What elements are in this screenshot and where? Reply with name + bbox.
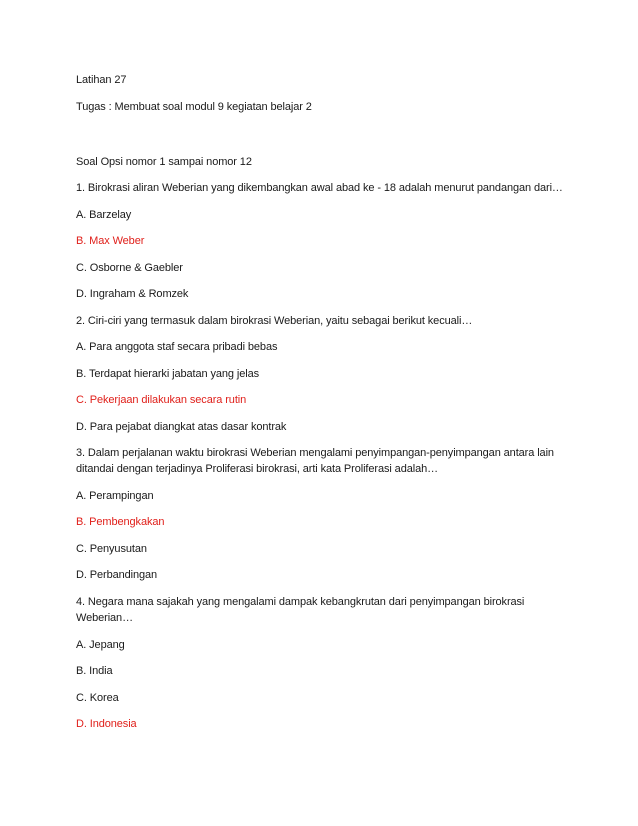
question-4-text-line-2: Weberian… — [76, 612, 133, 624]
question-3-text-line-1: 3. Dalam perjalanan waktu birokrasi Weberian mengalami penyimpangan-penyimpangan antara lain — [76, 447, 554, 459]
question-4-option-a: A. Jepang — [76, 639, 125, 651]
question-3-option-c: C. Penyusutan — [76, 543, 147, 555]
question-2-text: 2. Ciri-ciri yang termasuk dalam birokrasi Weberian, yaitu sebagai berikut kecuali… — [76, 315, 473, 327]
section-heading: Soal Opsi nomor 1 sampai nomor 12 — [76, 156, 252, 168]
question-2-option-d: D. Para pejabat diangkat atas dasar kontrak — [76, 421, 287, 433]
question-3-option-d: D. Perbandingan — [76, 569, 158, 581]
question-1-text: 1. Birokrasi aliran Weberian yang dikembangkan awal abad ke - 18 adalah menurut pandangan dari… — [76, 182, 563, 194]
question-2-option-c-answer: C. Pekerjaan dilakukan secara rutin — [76, 394, 247, 406]
question-3-option-b-answer: B. Pembengkakan — [76, 516, 165, 528]
question-4-option-b: B. India — [76, 665, 113, 677]
task-description: Tugas : Membuat soal modul 9 kegiatan belajar 2 — [76, 101, 312, 113]
document-title: Latihan 27 — [76, 74, 127, 86]
question-3-text-line-2: ditandai dengan terjadinya Proliferasi birokrasi, arti kata Proliferasi adalah… — [76, 463, 439, 475]
question-2-option-b: B. Terdapat hierarki jabatan yang jelas — [76, 368, 260, 380]
question-2-option-a: A. Para anggota staf secara pribadi bebas — [76, 341, 278, 353]
question-4-option-c: C. Korea — [76, 692, 119, 704]
question-1-option-c: C. Osborne & Gaebler — [76, 262, 183, 274]
question-4-text-line-1: 4. Negara mana sajakah yang mengalami dampak kebangkrutan dari penyimpangan birokrasi — [76, 596, 525, 608]
question-1-option-a: A. Barzelay — [76, 209, 132, 221]
question-1-option-b-answer: B. Max Weber — [76, 235, 145, 247]
question-4-option-d-answer: D. Indonesia — [76, 718, 137, 730]
question-1-option-d: D. Ingraham & Romzek — [76, 288, 189, 300]
question-3-option-a: A. Perampingan — [76, 490, 154, 502]
